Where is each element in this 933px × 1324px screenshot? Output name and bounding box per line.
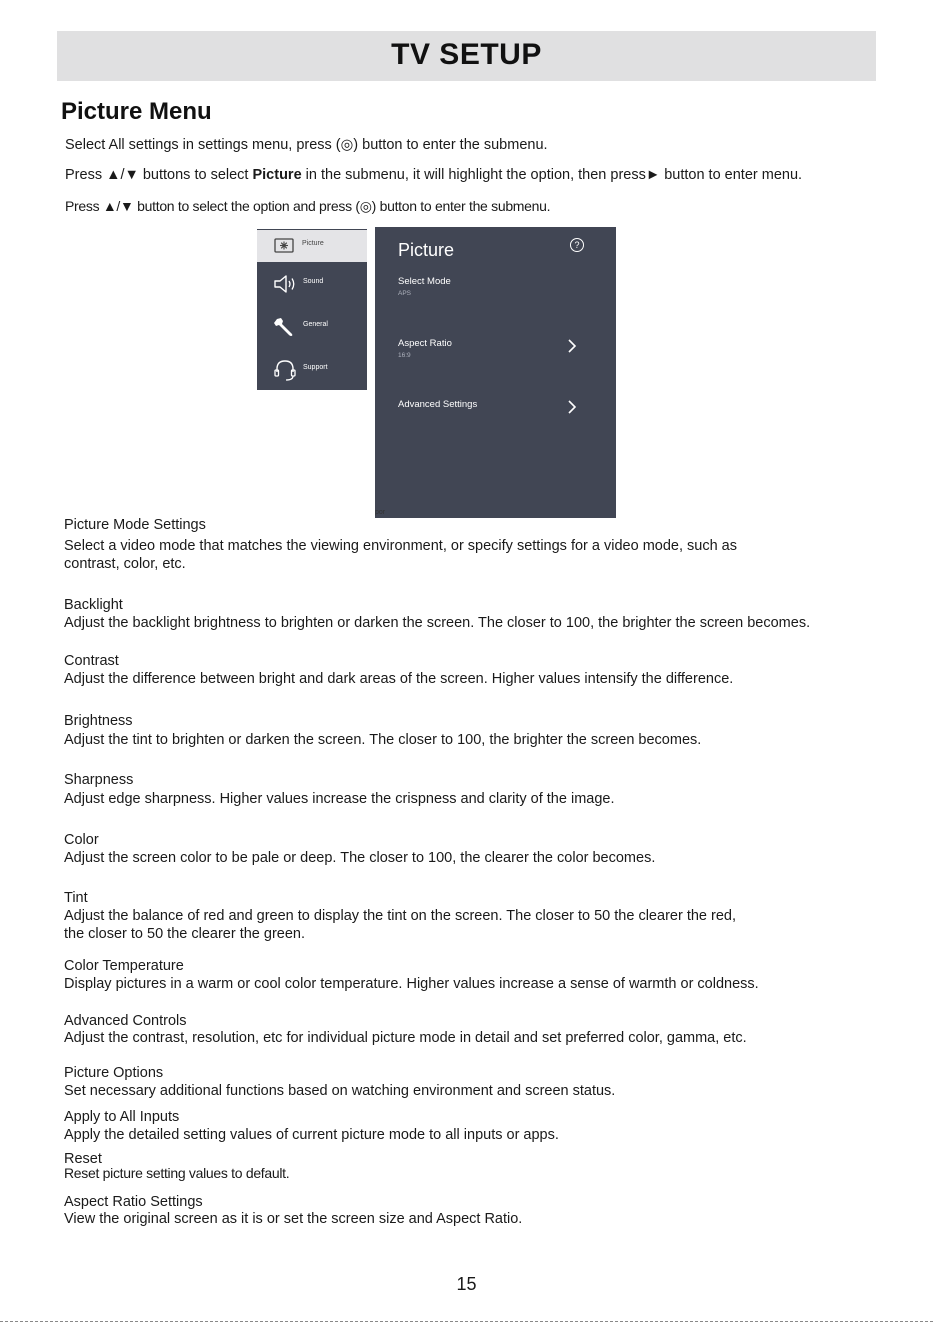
intro-line-2-post: in the submenu, it will highlight the option, then press► button to enter menu. — [301, 167, 803, 183]
desc-body-advanced-controls — [64, 1029, 747, 1047]
sidebar-item-general[interactable] — [257, 311, 367, 343]
desc-body-color — [64, 849, 655, 867]
desc-title-aspect-ratio: Aspect Ratio Settings — [64, 1194, 203, 1210]
desc-body-aspect-ratio — [64, 1210, 522, 1228]
sidebar-item-support[interactable] — [257, 354, 367, 386]
header-bar — [57, 31, 876, 81]
cropped-text-fragment: por — [375, 509, 386, 516]
option-label: Advanced Settings — [398, 399, 478, 410]
desc-body-line: Adjust the backlight brightness to brighten or darken the screen. The closer to 100, the brighter the screen becomes. — [64, 615, 811, 631]
tv-panel-title: Picture — [398, 240, 455, 260]
page-bottom-rule — [0, 1321, 933, 1322]
desc-title-sharpness: Sharpness — [64, 772, 134, 788]
desc-title-tint: Tint — [64, 890, 88, 906]
desc-body-sharpness — [64, 790, 615, 808]
desc-body-picture-mode — [64, 537, 737, 573]
picture-icon — [273, 234, 297, 258]
desc-body-line: Adjust the contrast, resolution, etc for individual picture mode in detail and set preferred color, gamma, etc. — [64, 1030, 747, 1046]
desc-title-color-temperature: Color Temperature — [64, 958, 184, 974]
desc-title-advanced-controls: Advanced Controls — [64, 1013, 187, 1029]
desc-body-line: Adjust the screen color to be pale or deep. The closer to 100, the clearer the color becomes. — [64, 850, 656, 866]
desc-body-backlight — [64, 614, 810, 632]
desc-body-color-temperature — [64, 975, 759, 993]
page-number: 15 — [456, 1274, 477, 1294]
option-label: Select Mode — [398, 276, 451, 287]
desc-body-line: Adjust the difference between bright and dark areas of the screen. Higher values intensify the difference. — [64, 671, 734, 687]
desc-body-line: Select a video mode that matches the viewing environment, or specify settings for a video mode, such as — [64, 538, 737, 554]
help-icon[interactable]: ? — [570, 238, 584, 252]
desc-body-line: Display pictures in a warm or cool color temperature. Higher values increase a sense of warmth or coldness. — [64, 976, 759, 992]
sidebar-item-label: Support — [303, 364, 328, 371]
option-value: APS — [398, 290, 412, 297]
desc-title-picture-mode: Picture Mode Settings — [64, 517, 206, 533]
page-title: TV SETUP — [391, 38, 542, 71]
desc-body-contrast — [64, 670, 733, 688]
desc-body-line: Adjust the tint to brighten or darken the screen. The closer to 100, the brighter the screen becomes. — [64, 732, 702, 748]
intro-line-2-pre: Press ▲/▼ buttons to select — [65, 167, 253, 183]
desc-title-color: Color — [64, 832, 99, 848]
intro-line-3: Press ▲/▼ button to select the option and press (◎) button to enter the submenu. — [65, 198, 551, 214]
desc-body-line: Set necessary additional functions based on watching environment and screen status. — [64, 1083, 616, 1099]
sidebar-item-picture[interactable] — [257, 230, 367, 262]
tv-menu-sidebar — [257, 229, 367, 390]
desc-body-line: Adjust the balance of red and green to display the tint on the screen. The closer to 50 the clearer the red, — [64, 908, 736, 924]
desc-title-brightness: Brightness — [64, 713, 133, 729]
speaker-icon — [273, 272, 297, 296]
desc-title-reset: Reset — [64, 1151, 102, 1167]
desc-title-contrast: Contrast — [64, 653, 119, 669]
option-value: 16:9 — [398, 352, 411, 359]
sidebar-item-label: Sound — [303, 278, 324, 285]
desc-body-apply-all-inputs — [64, 1126, 559, 1144]
desc-body-line: Reset picture setting values to default. — [64, 1165, 290, 1181]
wrench-icon — [273, 315, 297, 339]
intro-line-1: Select All settings in settings menu, press (◎) button to enter the submenu. — [65, 137, 548, 153]
desc-body-line: the closer to 50 the clearer the green. — [64, 926, 306, 942]
section-title: Picture Menu — [61, 98, 212, 125]
headset-icon — [273, 358, 297, 382]
chevron-right-icon — [567, 339, 577, 353]
option-select-mode[interactable] — [398, 276, 598, 297]
desc-body-line: View the original screen as it is or set the screen size and Aspect Ratio. — [64, 1211, 523, 1227]
desc-body-line: Adjust edge sharpness. Higher values increase the crispness and clarity of the image. — [64, 791, 615, 807]
intro-line-2 — [65, 167, 802, 183]
desc-body-tint — [64, 907, 736, 943]
desc-title-backlight: Backlight — [64, 597, 123, 613]
chevron-right-icon — [567, 400, 577, 414]
sidebar-item-label: General — [303, 321, 328, 328]
desc-title-apply-all-inputs: Apply to All Inputs — [64, 1109, 180, 1125]
desc-title-picture-options: Picture Options — [64, 1065, 164, 1081]
intro-line-2-bold: Picture — [252, 167, 302, 183]
tv-menu-panel — [375, 227, 616, 518]
sidebar-item-sound[interactable] — [257, 268, 367, 300]
desc-body-line: contrast, color, etc. — [64, 556, 186, 572]
sidebar-item-label: Picture — [302, 240, 324, 247]
option-label: Aspect Ratio — [398, 338, 452, 349]
desc-body-picture-options — [64, 1082, 615, 1100]
desc-body-line: Apply the detailed setting values of current picture mode to all inputs or apps. — [64, 1127, 559, 1143]
desc-body-brightness — [64, 731, 701, 749]
desc-body-reset — [64, 1164, 289, 1182]
